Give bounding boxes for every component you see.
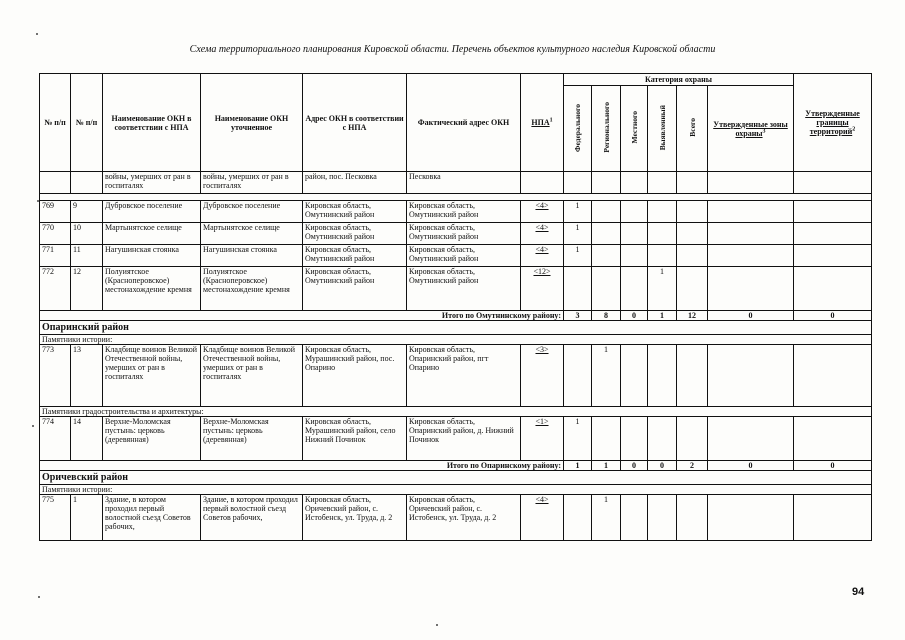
total-federal: 3 xyxy=(564,311,592,321)
cell-federal: 1 xyxy=(564,417,592,461)
total-label: Итого по Опаринскому району: xyxy=(40,461,564,471)
district-row-oparinsky xyxy=(40,321,872,335)
cell-name-refined: Мартынятское селище xyxy=(201,223,303,245)
cell-address: Кировская область, Оричевский район, с. Истобенск, ул. Труда, д. 2 xyxy=(303,495,407,541)
cell-name: Дубровское поселение xyxy=(103,201,201,223)
cell-name: Полуиятское (Красноперовское) местонахождение кремня xyxy=(103,267,201,311)
table-row xyxy=(40,201,872,223)
cell-num-global: 774 xyxy=(40,417,71,461)
cell-local xyxy=(621,245,648,267)
cell-actual-address: Кировская область, Опаринский район, пгт Опарино xyxy=(407,345,521,407)
header-address: Адрес ОКН в соответствии с НПА xyxy=(303,74,407,172)
cell-address: Кировская область, Мурашинский район, пос. Опарино xyxy=(303,345,407,407)
omutninsky-rows xyxy=(40,201,872,311)
header-approved-boundaries: Утвержденные границы территорий$^2$ xyxy=(794,74,872,172)
cell-identified: 1 xyxy=(648,267,677,311)
cell-name-refined: Полуиятское (Красноперовское) местонахождение кремня xyxy=(201,267,303,311)
cell-regional: 1 xyxy=(592,345,621,407)
cell-regional xyxy=(592,245,621,267)
cell-num-global: 775 xyxy=(40,495,71,541)
cell-federal: 1 xyxy=(564,201,592,223)
cell-actual-address: Кировская область, Опаринский район, д. Нижний Починок xyxy=(407,417,521,461)
cell-name-refined: Здание, в котором проходил первый волостной съезд Советов рабочих, xyxy=(201,495,303,541)
okn-register-table xyxy=(39,73,872,541)
header-approved-zones: Утвержденные зоны охраны$^3$ xyxy=(708,86,794,172)
scan-speck xyxy=(32,425,34,427)
section-row-history xyxy=(40,485,872,495)
cell-address: Кировская область, Омутнинский район xyxy=(303,201,407,223)
cell-num-global: 771 xyxy=(40,245,71,267)
cell-actual-address: Кировская область, Омутнинский район xyxy=(407,223,521,245)
header-name: Наименование ОКН в соответствии с НПА xyxy=(103,74,201,172)
cell-num-global: 770 xyxy=(40,223,71,245)
header-actual-address: Фактический адрес ОКН xyxy=(407,74,521,172)
table-row-total-oparinsky xyxy=(40,461,872,471)
cell-local xyxy=(621,223,648,245)
section-row-architecture xyxy=(40,407,872,417)
district-heading: Оричевский район xyxy=(40,471,872,485)
cell-num-local: 12 xyxy=(71,267,103,311)
cell-federal: 1 xyxy=(564,245,592,267)
cell-identified xyxy=(648,201,677,223)
cell-federal xyxy=(564,267,592,311)
header-identified: Выявленный xyxy=(648,86,677,172)
table-row xyxy=(40,267,872,311)
header-federal: Федерального xyxy=(564,86,592,172)
total-regional: 8 xyxy=(592,311,621,321)
total-boundaries: 0 xyxy=(708,461,794,471)
cell-num-local: 11 xyxy=(71,245,103,267)
cell-address: Кировская область, Мурашинский район, село Нижний Починок xyxy=(303,417,407,461)
scan-speck xyxy=(38,596,40,598)
cell-regional xyxy=(592,201,621,223)
cell-npa: <4> xyxy=(521,245,564,267)
total-zones: 0 xyxy=(794,311,872,321)
cell-name: войны, умерших от ран в госпиталях xyxy=(103,172,201,194)
section-heading: Памятники истории: xyxy=(40,335,872,345)
cell-name: Кладбище воинов Великой Отечественной войны, умерших от ран в госпиталях xyxy=(103,345,201,407)
table-row xyxy=(40,495,872,541)
cell-address: Кировская область, Омутнинский район xyxy=(303,245,407,267)
cell-federal: 1 xyxy=(564,223,592,245)
header-total: Всего xyxy=(677,86,708,172)
table-row xyxy=(40,345,872,407)
cell-num-local: 10 xyxy=(71,223,103,245)
cell-regional: 1 xyxy=(592,495,621,541)
header-num-local: № п/п xyxy=(71,74,103,172)
total-local: 0 xyxy=(621,311,648,321)
cell-name-refined: Верхне-Моломская пустынь: церковь (деревянная) xyxy=(201,417,303,461)
cell-regional xyxy=(592,417,621,461)
cell-federal xyxy=(564,345,592,407)
cell-name-refined: Кладбище воинов Великой Отечественной войны, умерших от ран в госпиталях xyxy=(201,345,303,407)
total-federal: 1 xyxy=(564,461,592,471)
cell-npa: <4> xyxy=(521,223,564,245)
cell-actual-address: Кировская область, Оричевский район, с. Истобенск, ул. Труда, д. 2 xyxy=(407,495,521,541)
header-regional: Регионального xyxy=(592,86,621,172)
cell-local xyxy=(621,345,648,407)
cell-address: Кировская область, Омутнинский район xyxy=(303,267,407,311)
cell-actual-address: Кировская область, Омутнинский район xyxy=(407,245,521,267)
page-number: 94 xyxy=(852,586,865,598)
district-heading: Опаринский район xyxy=(40,321,872,335)
cell-num-local: 14 xyxy=(71,417,103,461)
cell-identified xyxy=(648,495,677,541)
total-zones: 0 xyxy=(794,461,872,471)
cell-regional xyxy=(592,223,621,245)
header-num-global: № п/п xyxy=(40,74,71,172)
cell-npa: <3> xyxy=(521,345,564,407)
cell-name: Нагушинская стоянка xyxy=(103,245,201,267)
cell-local xyxy=(621,417,648,461)
cell-name-refined: Дубровское поселение xyxy=(201,201,303,223)
cell-local xyxy=(621,267,648,311)
section-heading: Памятники градостроительства и архитектуры: xyxy=(40,407,872,417)
header-name-refined: Наименование ОКН уточненное xyxy=(201,74,303,172)
district-row-orichevsky xyxy=(40,471,872,485)
header-protection-category: Категория охраны xyxy=(564,74,794,86)
cell-identified xyxy=(648,245,677,267)
cell-npa: <12> xyxy=(521,267,564,311)
cell-npa: <4> xyxy=(521,201,564,223)
cell-npa: <1> xyxy=(521,417,564,461)
cell-address: Кировская область, Омутнинский район xyxy=(303,223,407,245)
cell-num-local: 9 xyxy=(71,201,103,223)
cell-name: Здание, в котором проходил первый волостной съезд Советов рабочих, xyxy=(103,495,201,541)
cell-num-global: 773 xyxy=(40,345,71,407)
table-row-total-omutninsky xyxy=(40,311,872,321)
scan-speck xyxy=(436,624,438,626)
section-heading: Памятники истории: xyxy=(40,485,872,495)
cell-name: Верхне-Моломская пустынь: церковь (деревянная) xyxy=(103,417,201,461)
table-row xyxy=(40,417,872,461)
section-row-history xyxy=(40,335,872,345)
total-all: 12 xyxy=(677,311,708,321)
cell-local xyxy=(621,495,648,541)
cell-num-global: 772 xyxy=(40,267,71,311)
cell-actual-address: Кировская область, Омутнинский район xyxy=(407,201,521,223)
cell-identified xyxy=(648,345,677,407)
header-local: Местного xyxy=(621,86,648,172)
header-npa: НПА$^1$ xyxy=(521,74,564,172)
total-boundaries: 0 xyxy=(708,311,794,321)
total-identified: 0 xyxy=(648,461,677,471)
total-local: 0 xyxy=(621,461,648,471)
cell-name: Мартынятское селище xyxy=(103,223,201,245)
total-regional: 1 xyxy=(592,461,621,471)
total-identified: 1 xyxy=(648,311,677,321)
cell-identified xyxy=(648,223,677,245)
cell-npa: <4> xyxy=(521,495,564,541)
cell-num-local: 1 xyxy=(71,495,103,541)
cell-actual-address: Кировская область, Омутнинский район xyxy=(407,267,521,311)
total-label: Итого по Омутнинскому району: xyxy=(40,311,564,321)
table-row xyxy=(40,223,872,245)
scan-speck xyxy=(36,33,38,35)
table-row-spacer xyxy=(40,194,872,201)
cell-name-refined: войны, умерших от ран в госпиталях xyxy=(201,172,303,194)
cell-name-refined: Нагушинская стоянка xyxy=(201,245,303,267)
table-row-carryover xyxy=(40,172,872,194)
table-row xyxy=(40,245,872,267)
cell-identified xyxy=(648,417,677,461)
cell-num-local: 13 xyxy=(71,345,103,407)
cell-address: район, пос. Песковка xyxy=(303,172,407,194)
cell-actual-address: Песковка xyxy=(407,172,521,194)
cell-regional xyxy=(592,267,621,311)
cell-num-global: 769 xyxy=(40,201,71,223)
cell-local xyxy=(621,201,648,223)
document-title: Схема территориального планирования Кировской области. Перечень объектов культурного наследия Кировской области xyxy=(189,44,716,55)
total-all: 2 xyxy=(677,461,708,471)
cell-federal xyxy=(564,495,592,541)
